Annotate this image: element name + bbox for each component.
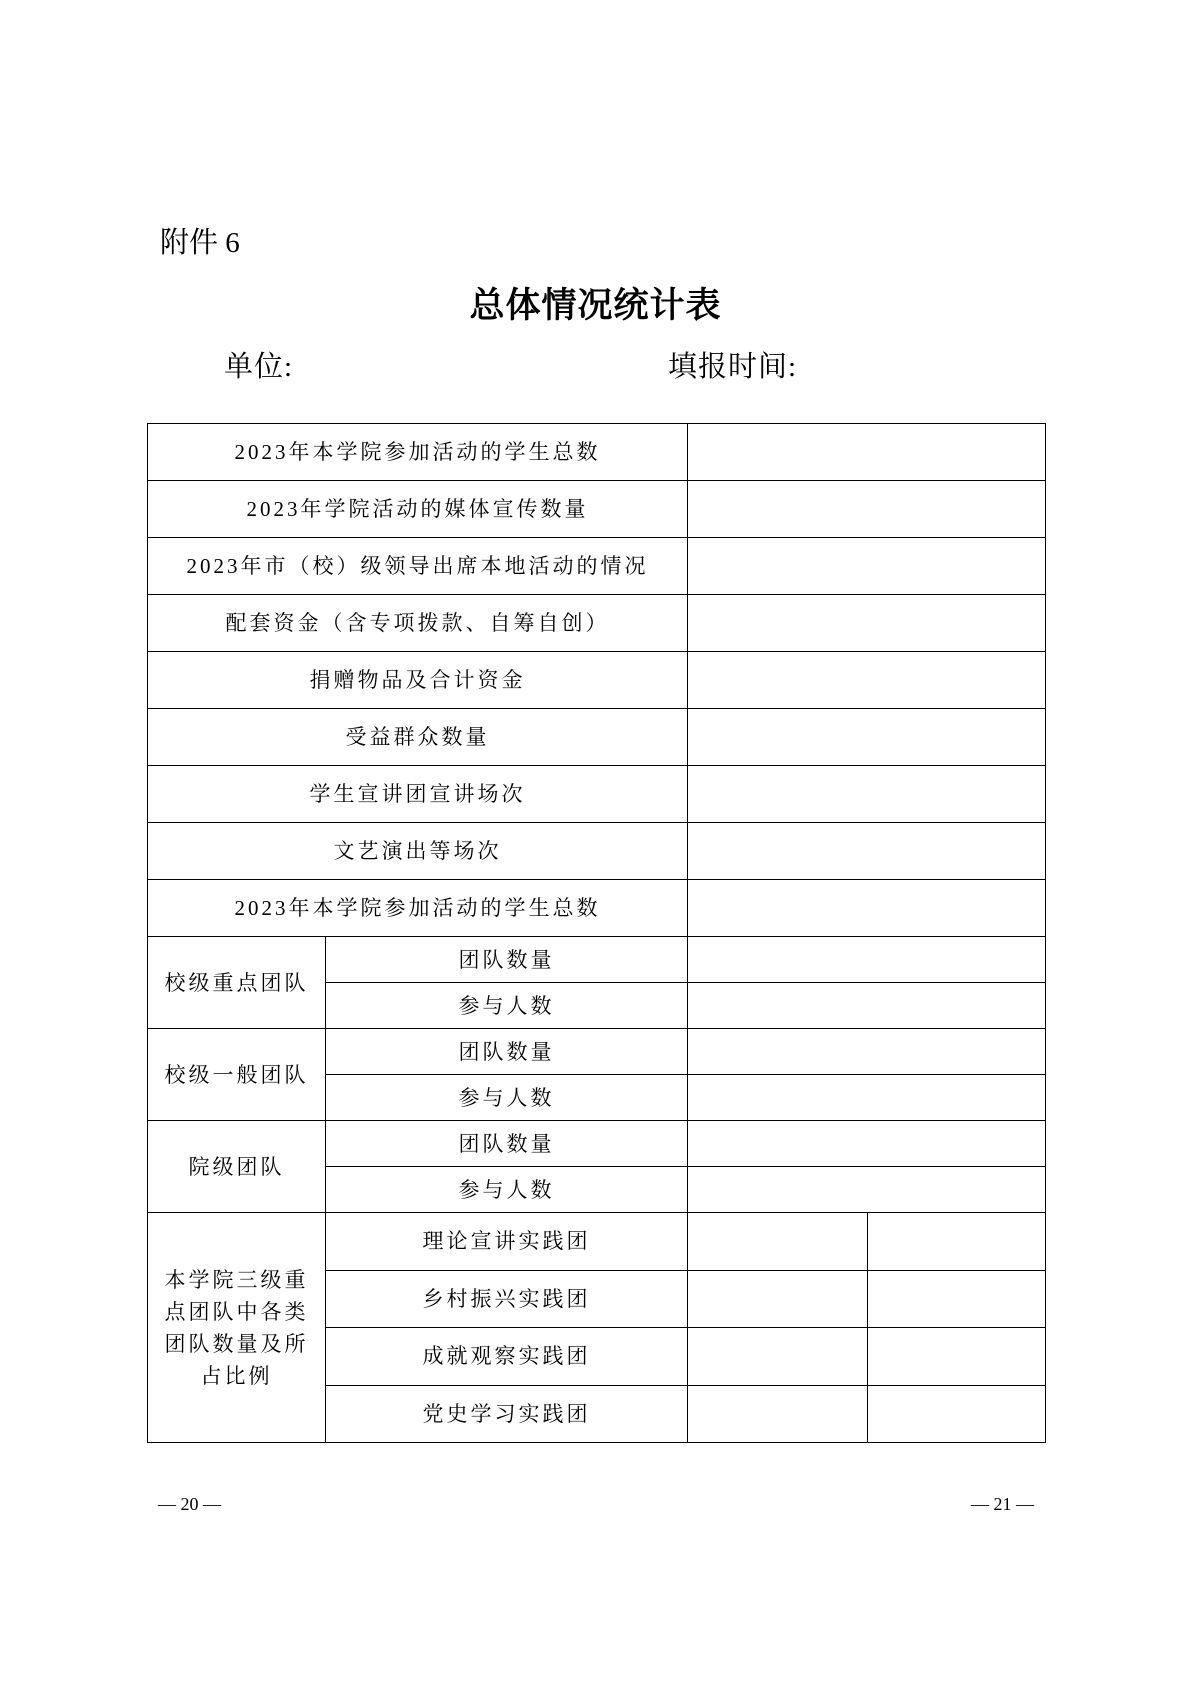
group-label-line: 占比例 [200,1363,273,1388]
row-label: 学生宣讲团宣讲场次 [148,766,688,823]
sub-label: 党史学习实践团 [326,1385,688,1443]
count-cell [688,1270,868,1328]
sub-label: 理论宣讲实践团 [326,1213,688,1271]
table-row [148,1029,1046,1075]
table-row [148,1121,1046,1167]
row-label: 文艺演出等场次 [148,823,688,880]
group-label-line: 团队数量及所 [164,1331,309,1356]
page-title: 总体情况统计表 [469,286,722,325]
value-cell [688,424,1046,481]
count-cell [688,1213,868,1271]
row-label: 受益群众数量 [148,709,688,766]
row-label: 2023年本学院参加活动的学生总数 [148,424,688,481]
value-cell [688,652,1046,709]
sub-label: 团队数量 [326,1029,688,1075]
attachment-label: 附件 6 [160,227,240,259]
table-row [148,880,1046,937]
page-number-right: — 21 — [971,1494,1034,1514]
table-row [148,766,1046,823]
value-cell [688,595,1046,652]
ratio-cell [868,1270,1046,1328]
value-cell [688,880,1046,937]
group-label-line: 本学院三级重 [164,1267,309,1292]
value-cell [688,1167,1046,1213]
table-row [148,652,1046,709]
row-label: 配套资金（含专项拨款、自筹自创） [148,595,688,652]
count-cell [688,1385,868,1443]
value-cell [688,937,1046,983]
unit-label: 单位: [224,351,294,383]
value-cell [688,709,1046,766]
value-cell [688,1029,1046,1075]
table-row [148,481,1046,538]
value-cell [688,823,1046,880]
table-body [148,424,1046,1443]
value-cell [688,481,1046,538]
group-label-line: 点团队中各类 [164,1299,309,1324]
sub-label: 参与人数 [326,1167,688,1213]
count-cell [688,1328,868,1386]
value-cell [688,1121,1046,1167]
table-row [148,595,1046,652]
row-label: 2023年市（校）级领导出席本地活动的情况 [148,538,688,595]
sub-label: 乡村振兴实践团 [326,1270,688,1328]
group-label: 院级团队 [148,1121,326,1213]
value-cell [688,1075,1046,1121]
page-number-left: — 20 — [158,1494,221,1514]
table-row [148,937,1046,983]
value-cell [688,538,1046,595]
sub-label: 团队数量 [326,1121,688,1167]
sub-label: 团队数量 [326,937,688,983]
value-cell [688,766,1046,823]
value-cell [688,983,1046,1029]
sub-label: 参与人数 [326,1075,688,1121]
table-row [148,1213,1046,1271]
row-label: 2023年学院活动的媒体宣传数量 [148,481,688,538]
fill-date-label: 填报时间: [668,351,798,383]
row-label: 捐赠物品及合计资金 [148,652,688,709]
sub-label: 参与人数 [326,983,688,1029]
group-label: 校级一般团队 [148,1029,326,1121]
table-row [148,823,1046,880]
ratio-cell [868,1213,1046,1271]
table-row [148,709,1046,766]
group-label: 校级重点团队 [148,937,326,1029]
table-row [148,538,1046,595]
ratio-cell [868,1328,1046,1386]
group-label [148,1213,326,1443]
statistics-table [147,423,1046,1443]
row-label: 2023年本学院参加活动的学生总数 [148,880,688,937]
ratio-cell [868,1385,1046,1443]
table-row [148,424,1046,481]
sub-label: 成就观察实践团 [326,1328,688,1386]
